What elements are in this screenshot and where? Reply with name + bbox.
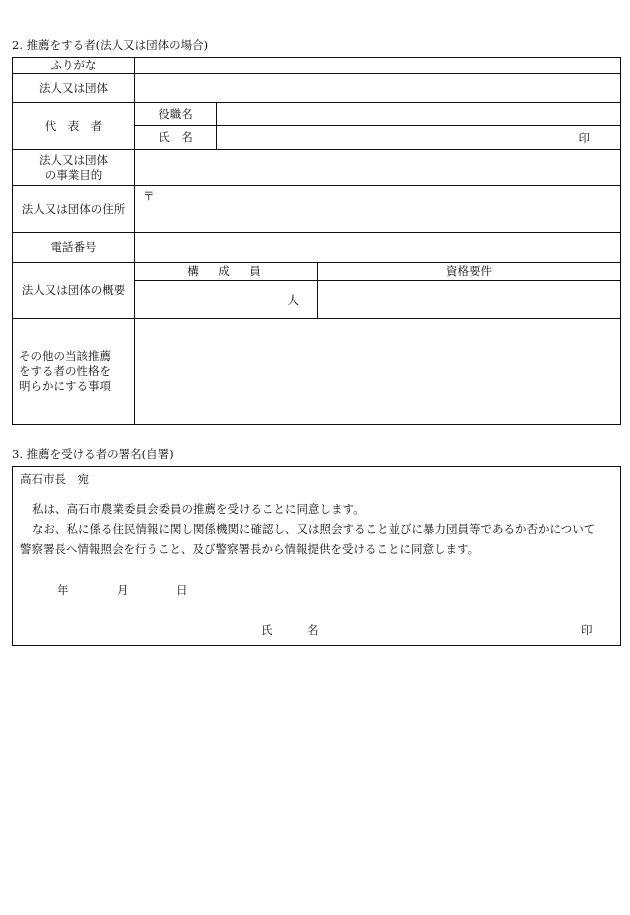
phone-label: 電話番号 bbox=[13, 233, 135, 263]
consent-line-1: 私は、高石市農業委員会委員の推薦を受けることに同意します。 bbox=[32, 502, 365, 516]
other-label-line-1: その他の当該推薦 bbox=[19, 349, 111, 363]
section2-heading: 2. 推薦をする者(法人又は団体の場合) bbox=[12, 38, 209, 52]
seal-mark: 印 bbox=[578, 130, 590, 145]
title-field[interactable] bbox=[217, 103, 621, 126]
org-row bbox=[13, 74, 621, 103]
purpose-label-line-2: の事業目的 bbox=[44, 167, 103, 182]
rep-label: 代 表 者 bbox=[13, 103, 135, 150]
org-label: 法人又は団体 bbox=[13, 74, 135, 103]
other-row bbox=[13, 319, 621, 425]
rep-name-field[interactable] bbox=[217, 126, 621, 150]
signer-seal-mark: 印 bbox=[581, 623, 593, 637]
address-field[interactable] bbox=[135, 186, 621, 233]
purpose-label-line-1: 法人又は団体 bbox=[39, 152, 108, 167]
title-label: 役職名 bbox=[135, 103, 217, 126]
overview-header-row bbox=[13, 263, 621, 281]
requirements-header: 資格要件 bbox=[318, 263, 621, 281]
rep-name-label: 氏 名 bbox=[135, 126, 217, 150]
postal-mark: 〒 bbox=[143, 189, 155, 203]
date-year: 年 bbox=[57, 583, 69, 597]
addressee: 高石市長 宛 bbox=[20, 472, 89, 486]
phone-row bbox=[13, 233, 621, 263]
rep-title-row bbox=[13, 103, 621, 126]
members-field[interactable] bbox=[135, 281, 318, 319]
members-header: 構 成 員 bbox=[135, 263, 318, 281]
other-label-line-3: 明らかにする事項 bbox=[19, 379, 111, 393]
date-month: 月 bbox=[117, 583, 129, 597]
other-label-line-2: をする者の性格を bbox=[19, 364, 111, 378]
consent-line-3: 警察署長へ情報照会を行うこと、及び警察署長から情報提供を受けることに同意します。 bbox=[20, 542, 480, 556]
furigana-row bbox=[13, 58, 621, 74]
purpose-label bbox=[13, 150, 135, 186]
signature-box bbox=[12, 466, 621, 646]
purpose-row bbox=[13, 150, 621, 186]
furigana-label: ふりがな bbox=[13, 58, 135, 74]
section3-heading: 3. 推薦を受ける者の署名(自署) bbox=[12, 447, 174, 461]
date-day: 日 bbox=[176, 583, 188, 597]
furigana-field[interactable] bbox=[135, 58, 621, 74]
org-field[interactable] bbox=[135, 74, 621, 103]
recommender-table bbox=[12, 57, 621, 425]
other-field[interactable] bbox=[135, 319, 621, 425]
requirements-field[interactable] bbox=[318, 281, 621, 319]
members-unit: 人 bbox=[287, 292, 299, 307]
purpose-field[interactable] bbox=[135, 150, 621, 186]
other-label bbox=[13, 319, 135, 425]
signer-name-label: 氏 名 bbox=[261, 623, 319, 637]
address-row bbox=[13, 186, 621, 233]
phone-field[interactable] bbox=[135, 233, 621, 263]
consent-line-2: なお、私に係る住民情報に関し関係機関に確認し、又は照会すること並びに暴力団員等であるか否かについて bbox=[32, 522, 596, 536]
address-label: 法人又は団体の住所 bbox=[13, 186, 135, 233]
overview-label: 法人又は団体の概要 bbox=[13, 263, 135, 319]
